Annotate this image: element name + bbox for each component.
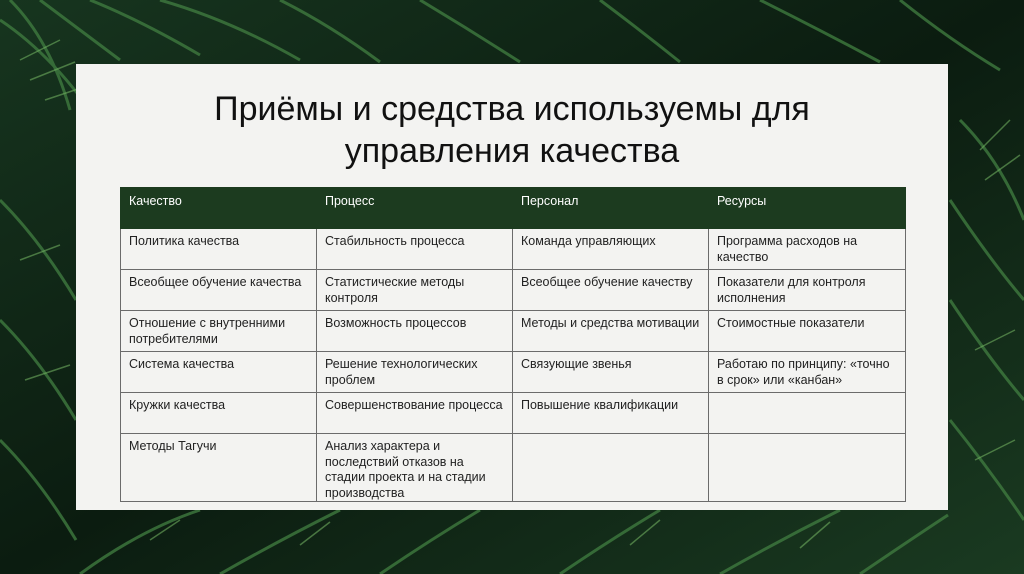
header-personnel: Персонал (513, 188, 709, 229)
table-cell: Всеобщее обучение качеству (513, 270, 709, 311)
table-cell: Работаю по принципу: «точно в срок» или «канбан» (709, 352, 906, 393)
table-cell: Команда управляющих (513, 229, 709, 270)
header-quality: Качество (121, 188, 317, 229)
table-row (121, 352, 906, 393)
table-cell: Возможность процессов (317, 311, 513, 352)
slide-title-line-2: управления качества (344, 132, 680, 170)
table-row (121, 434, 906, 502)
table-cell: Всеобщее обучение качества (121, 270, 317, 311)
table-cell: Отношение с внутренними потребителями (121, 311, 317, 352)
table-cell: Анализ характера и последствий отказов на стадии проекта и на стадии производства (317, 434, 513, 502)
table-cell: Методы Тагучи (121, 434, 317, 502)
table-cell: Стоимостные показатели (709, 311, 906, 352)
header-resources: Ресурсы (709, 188, 906, 229)
header-process: Процесс (317, 188, 513, 229)
table-cell (709, 434, 906, 502)
quality-methods-table (120, 187, 906, 502)
table-row (121, 229, 906, 270)
table-cell: Кружки качества (121, 393, 317, 434)
table-cell: Повышение квалификации (513, 393, 709, 434)
table-cell: Методы и средства мотивации (513, 311, 709, 352)
slide-title-line-1: Приёмы и средства используемы для (214, 90, 810, 128)
table-row (121, 311, 906, 352)
table-header-row (121, 188, 906, 229)
slide-title (76, 88, 948, 172)
table-cell: Связующие звенья (513, 352, 709, 393)
table-cell: Система качества (121, 352, 317, 393)
table-cell: Стабильность процесса (317, 229, 513, 270)
table-row (121, 270, 906, 311)
table-cell (513, 434, 709, 502)
table-cell: Политика качества (121, 229, 317, 270)
slide-card (76, 64, 948, 510)
table-cell: Совершенствование процесса (317, 393, 513, 434)
table-cell: Статистические методы контроля (317, 270, 513, 311)
table-cell: Программа расходов на качество (709, 229, 906, 270)
table-cell: Решение технологических проблем (317, 352, 513, 393)
table-cell: Показатели для контроля исполнения (709, 270, 906, 311)
table-row (121, 393, 906, 434)
table-cell (709, 393, 906, 434)
